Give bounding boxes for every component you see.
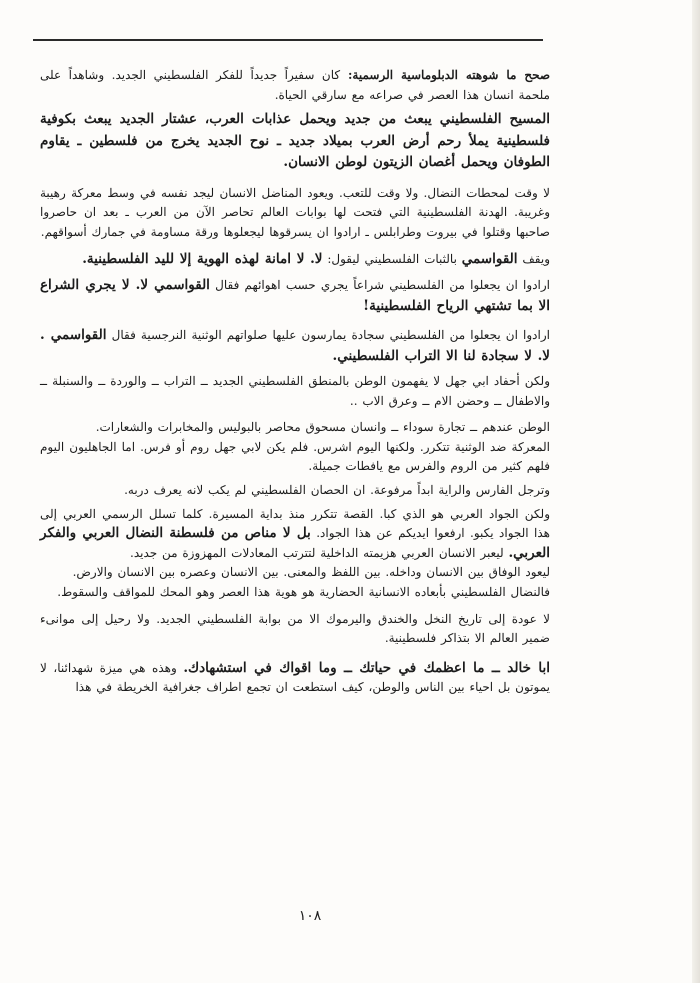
text-segment: ولكن الجواد العربي هو الذي كبا. القصة تتكرر منذ بداية المسيرة. كلما تسلل الرسمي العربي إلى هذا الجواد يكبو. ارفعوا ايديكم عن هذا الجواد. bbox=[40, 506, 550, 541]
paragraph-11 bbox=[40, 505, 550, 564]
text-segment: فالنضال الفلسطيني بأبعاده الانسانية الحضارية هو هوية هذا العصر وهو المحك للمواقف والسقوط. bbox=[57, 584, 550, 599]
text-segment: الوطن عندهم ــ تجارة سوداء ــ وانسان مسحوق محاصر بالبوليس والمخابرات والشعارات. bbox=[95, 420, 550, 435]
text-segment: لا وقت لمحطات النضال. ولا وقت للتعب. ويعود المناضل الانسان ليجد نفسه في وسط معركة رهيبة وغريبة. الهدنة الفلسطينية التي فتحت لها بوابات العالم تحاصر الآن من العرب ـ بعد ان حاصروا صاحبها وقتلوا في بيروت وطرابلس ـ ارادوا ان يسرقوها ليجعلوها ورقة مساومة في جمارك أسواقهم. bbox=[40, 185, 550, 239]
text-segment: ابا خالد ــ ما اعظمك في حياتك ــ وما اقواك في استشهادك. bbox=[183, 659, 550, 676]
paragraph-6 bbox=[40, 325, 550, 368]
paragraph-2 bbox=[40, 109, 550, 174]
page-edge bbox=[692, 0, 700, 983]
paragraph-10 bbox=[40, 481, 550, 501]
text-segment: ولكن أحفاد ابي جهل لا يفهمون الوطن بالمنطق الفلسطيني الجديد ــ التراب ــ والوردة ــ والسنبلة ــ والاطفال ــ وحضن الام ــ وعرق الاب .. bbox=[40, 373, 550, 408]
text-segment: ليعود الوفاق بين الانسان وداخله. بين اللفظ والمعنى. بين الانسان وعصره بين الانسان والارض. bbox=[72, 565, 550, 580]
text-segment: لا. لا امانة لهذه الهوية إلا لليد الفلسطينية. bbox=[82, 251, 323, 268]
paragraph-13 bbox=[40, 583, 550, 603]
text-segment: المسيح الفلسطيني يبعث من جديد ويحمل عذابات العرب، عشتار الجديد يبعث بكوفية فلسطينية يملأ رحم أرض العرب بميلاد جديد ـ نوح الجديد يخرج من فلسطين ـ يقاوم الطوفان ويحمل أغصان الزيتون لوطن الانسان. bbox=[40, 111, 550, 171]
text-segment: ارادوا ان يجعلوا من الفلسطيني سجادة يمارسون عليها صلواتهم الوثنية النرجسية فقال bbox=[106, 327, 550, 342]
text-segment: صحح ما شوهته الدبلوماسية الرسمية: bbox=[340, 68, 551, 82]
text-segment: لا عودة إلى تاريخ النخل والخندق واليرموك الا من بوابة الفلسطيني الجديد. ولا رحيل إلى موانىء ضمير العالم الا بتذاكر فلسطينية. bbox=[40, 611, 550, 646]
text-segment: وهذه هي ميزة شهدائنا، لا يموتون بل احياء بين الناس والوطن، كيف استطعت ان تجمع اطراف جغرافية الخريطة في هذا bbox=[40, 660, 550, 695]
text-segment: ليعبر الانسان العربي هزيمته الداخلية لتترتب المعادلات المهزوزة من جديد. bbox=[130, 545, 509, 560]
paragraph-15 bbox=[40, 659, 550, 698]
text-segment: ويقف bbox=[517, 252, 550, 267]
paragraph-1 bbox=[40, 66, 550, 105]
text-segment: القواسمي لا. لا يجري الشراع الا بما تشتهي الرياح الفلسطينية! bbox=[40, 276, 550, 315]
paragraph-4 bbox=[40, 249, 550, 271]
text-segment: بل لا مناص من فلسطنة النضال العربي والفكر العربي. bbox=[40, 525, 550, 561]
paragraph-8 bbox=[40, 418, 550, 438]
text-segment: كان سفيراً جديداً للفكر الفلسطيني الجديد. وشاهداً على ملحمة انسان هذا العصر في صراعه مع سارقي الحياة. bbox=[40, 68, 550, 102]
text-segment: وترجل الفارس والراية ابداً مرفوعة. ان الحصان الفلسطيني لم يكب لانه يعرف دربه. bbox=[124, 482, 550, 497]
text-segment: القواسمي bbox=[461, 251, 518, 268]
header-rule bbox=[33, 39, 543, 41]
paragraph-7 bbox=[40, 372, 550, 411]
text-segment: ارادوا ان يجعلوا من الفلسطيني شراعاً يجري حسب اهوائهم فقال bbox=[209, 277, 550, 292]
paragraph-3 bbox=[40, 184, 550, 243]
text-segment: المعركة ضد الوثنية تتكرر. ولكنها اليوم اشرس. فلم يكن لابي جهل روم أو فرس. اما الجاهليون اليوم فلهم كثير من الروم والفرس مع يافطات جميلة. bbox=[40, 439, 550, 474]
text-segment: بالثبات الفلسطيني ليقول: bbox=[322, 252, 462, 267]
paragraph-14 bbox=[40, 610, 550, 649]
page-number: ١٠٨ bbox=[298, 908, 322, 924]
article-body bbox=[40, 66, 550, 698]
paragraph-12 bbox=[40, 563, 550, 583]
text-segment: القواسمي . لا. لا سجادة لنا الا التراب الفلسطيني. bbox=[40, 326, 550, 365]
paragraph-9 bbox=[40, 438, 550, 477]
paragraph-5 bbox=[40, 275, 550, 318]
